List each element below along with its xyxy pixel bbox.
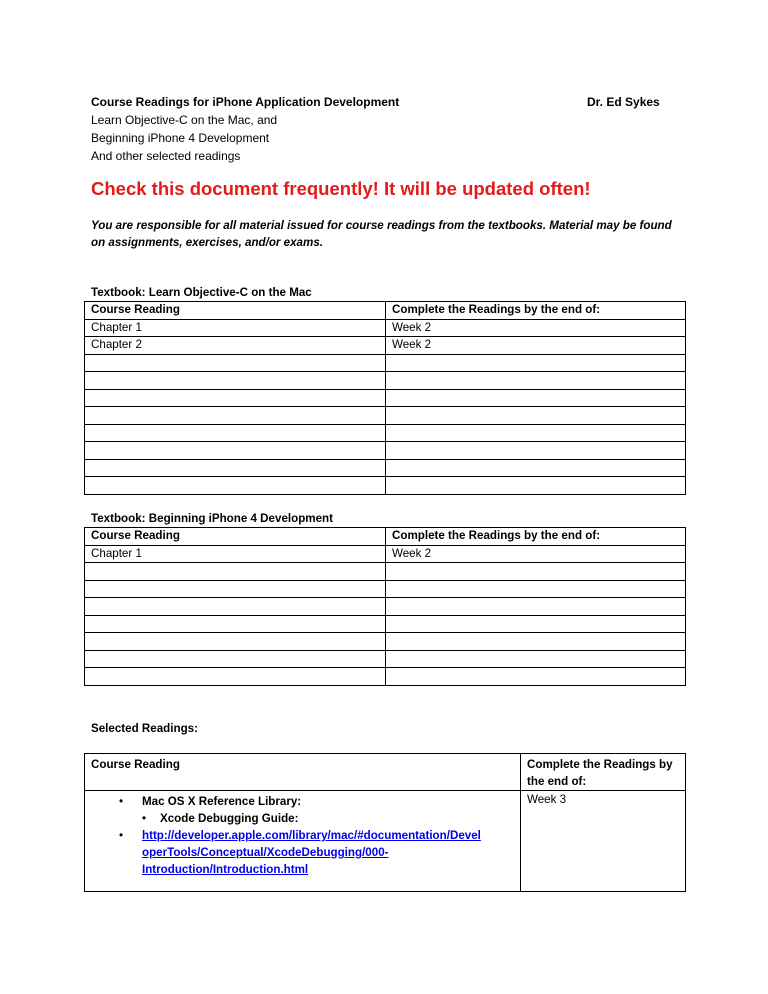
list-item (91, 793, 514, 810)
table1-row1-reading: Chapter 1 (85, 319, 386, 337)
selected-week-cell: Week 3 (521, 791, 686, 892)
table1-row1-week: Week 2 (386, 319, 686, 337)
empty-cell (85, 580, 386, 598)
header-line-4: And other selected readings (91, 149, 241, 163)
link-line-3: Introduction/Introduction.html (142, 863, 309, 876)
xcode-debugging-link[interactable] (142, 827, 514, 878)
empty-row (85, 633, 686, 651)
empty-cell (85, 407, 386, 425)
empty-row (85, 615, 686, 633)
table-row (85, 791, 686, 892)
table1-col2-header: Complete the Readings by the end of: (386, 302, 686, 320)
empty-cell (386, 598, 686, 616)
empty-cell (85, 389, 386, 407)
table-header-row (85, 754, 686, 791)
table2-caption: Textbook: Beginning iPhone 4 Development (91, 512, 333, 525)
empty-cell (386, 615, 686, 633)
table1-col1-header: Course Reading (85, 302, 386, 320)
table2-col1-header: Course Reading (85, 528, 386, 546)
table1-objective-c (84, 301, 686, 495)
table1-caption: Textbook: Learn Objective-C on the Mac (91, 286, 312, 299)
empty-row (85, 668, 686, 686)
empty-cell (386, 650, 686, 668)
empty-cell (386, 459, 686, 477)
selected-readings-caption: Selected Readings: (91, 722, 198, 735)
debugging-guide-label: Xcode Debugging Guide: (160, 812, 299, 825)
bullet-icon: • (119, 795, 124, 808)
empty-cell (85, 615, 386, 633)
link-line-1: http://developer.apple.com/library/mac/#documentation/Devel (142, 829, 481, 842)
empty-cell (85, 668, 386, 686)
table2-iphone-dev (84, 527, 686, 686)
header-line-2: Learn Objective-C on the Mac, and (91, 113, 278, 127)
table2-row1-week: Week 2 (386, 545, 686, 563)
empty-cell (386, 563, 686, 581)
empty-row (85, 598, 686, 616)
table-header-row (85, 302, 686, 320)
document-header (91, 93, 671, 165)
empty-row (85, 442, 686, 460)
empty-cell (85, 598, 386, 616)
empty-row (85, 407, 686, 425)
list-item (91, 810, 514, 827)
selected-reading-cell (85, 791, 521, 892)
empty-cell (386, 407, 686, 425)
selected-col1-header: Course Reading (85, 754, 521, 791)
table2-row1-reading: Chapter 1 (85, 545, 386, 563)
document-title: Course Readings for iPhone Application Development (91, 95, 400, 109)
empty-cell (386, 442, 686, 460)
selected-readings-table (84, 753, 686, 892)
empty-cell (85, 354, 386, 372)
table-row (85, 319, 686, 337)
empty-row (85, 354, 686, 372)
empty-cell (386, 424, 686, 442)
reference-library-label: Mac OS X Reference Library: (142, 795, 302, 808)
empty-cell (85, 633, 386, 651)
empty-cell (386, 372, 686, 390)
table-row (85, 545, 686, 563)
empty-row (85, 580, 686, 598)
update-warning: Check this document frequently! It will be updated often! (91, 178, 591, 199)
empty-row (85, 459, 686, 477)
empty-cell (85, 459, 386, 477)
header-line-3: Beginning iPhone 4 Development (91, 131, 270, 145)
empty-cell (386, 668, 686, 686)
empty-cell (85, 477, 386, 495)
empty-cell (85, 424, 386, 442)
selected-col2-header: Complete the Readings by the end of: (521, 754, 686, 791)
empty-cell (386, 354, 686, 372)
responsibility-note: You are responsible for all material issued for course readings from the textbooks. Material may be found on assignments, exercises, and/or exams. (91, 219, 672, 249)
list-item (91, 827, 514, 878)
table1-row2-reading: Chapter 2 (85, 337, 386, 355)
empty-row (85, 389, 686, 407)
empty-cell (386, 389, 686, 407)
bullet-icon: • (119, 829, 124, 842)
empty-row (85, 477, 686, 495)
empty-cell (85, 563, 386, 581)
bullet-icon: • (142, 812, 147, 825)
table1-row2-week: Week 2 (386, 337, 686, 355)
author-name: Dr. Ed Sykes (587, 95, 660, 109)
empty-cell (85, 442, 386, 460)
link-line-2: operTools/Conceptual/XcodeDebugging/000- (142, 846, 389, 859)
empty-row (85, 424, 686, 442)
empty-cell (85, 650, 386, 668)
empty-cell (386, 580, 686, 598)
table-header-row (85, 528, 686, 546)
table2-col2-header: Complete the Readings by the end of: (386, 528, 686, 546)
empty-row (85, 563, 686, 581)
table-row (85, 337, 686, 355)
empty-row (85, 650, 686, 668)
empty-row (85, 372, 686, 390)
empty-cell (85, 372, 386, 390)
empty-cell (386, 633, 686, 651)
empty-cell (386, 477, 686, 495)
